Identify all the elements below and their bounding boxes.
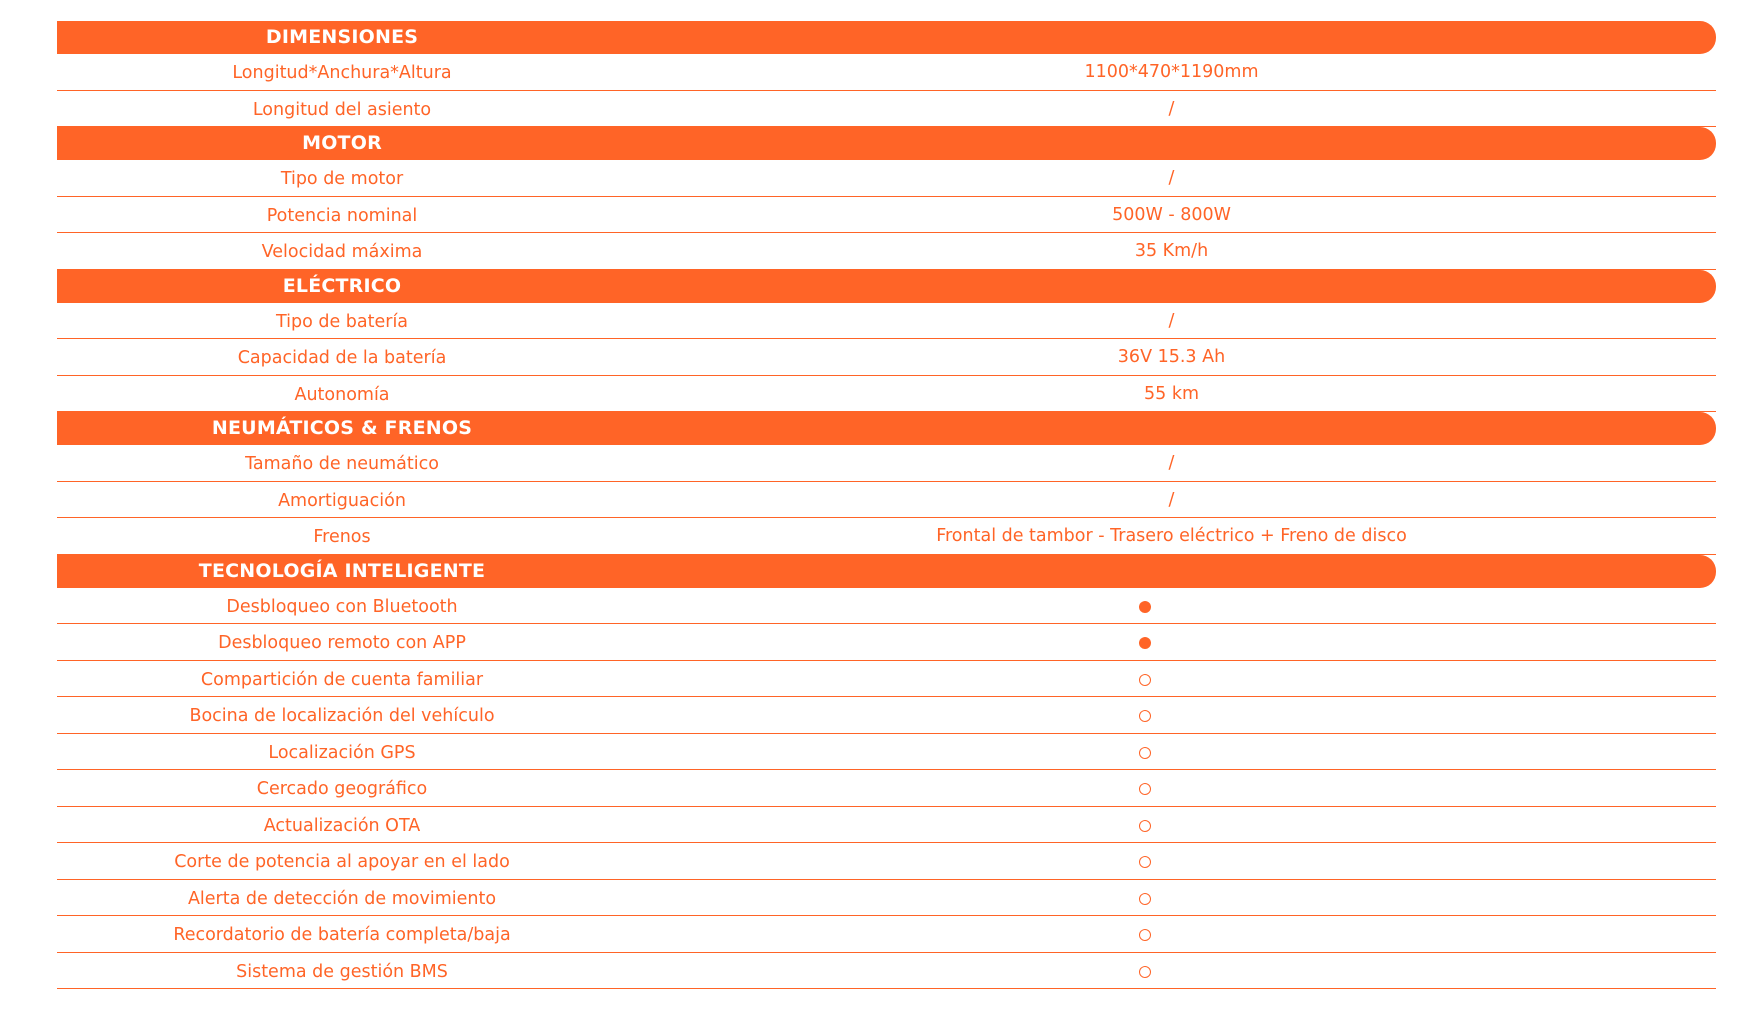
spec-row	[57, 588, 1716, 625]
spec-label: Alerta de detección de movimiento	[187, 888, 497, 909]
spec-label: Longitud*Anchura*Altura	[232, 63, 452, 83]
spec-value: 35 Km/h	[1134, 241, 1209, 261]
spec-row	[57, 624, 1716, 661]
spec-row	[57, 734, 1716, 771]
spec-value: /	[1168, 489, 1175, 510]
section-title: NEUMÁTICOS & FRENOS	[211, 417, 473, 439]
spec-label: Frenos	[313, 527, 371, 547]
spec-value: /	[1168, 310, 1175, 331]
hollow-dot-icon	[1139, 747, 1151, 759]
spec-label: Actualización OTA	[263, 815, 421, 836]
hollow-dot-icon	[1139, 674, 1151, 686]
spec-label: Capacidad de la batería	[237, 348, 447, 368]
section-header-neumaticos-frenos	[57, 412, 1716, 445]
spec-label: Desbloqueo remoto con APP	[218, 633, 466, 653]
spec-label: Corte de potencia al apoyar en el lado	[174, 852, 510, 872]
filled-dot-icon	[1139, 637, 1151, 649]
section-header-motor	[57, 127, 1716, 160]
spec-label: Autonomía	[294, 384, 390, 405]
spec-row	[57, 303, 1716, 340]
spec-label: Amortiguación	[278, 490, 406, 511]
section-title: MOTOR	[302, 132, 382, 154]
section-header-dimensiones	[57, 21, 1716, 54]
spec-row	[57, 661, 1716, 698]
spec-label: Cercado geográfico	[256, 779, 428, 799]
hollow-dot-icon	[1139, 710, 1151, 722]
spec-label: Desbloqueo con Bluetooth	[226, 596, 458, 617]
section-header-electrico	[57, 270, 1716, 303]
hollow-dot-icon	[1139, 929, 1151, 941]
spec-label: Sistema de gestión BMS	[236, 961, 448, 982]
hollow-dot-icon	[1139, 966, 1151, 978]
spec-row	[57, 807, 1716, 844]
spec-label: Tipo de motor	[280, 169, 404, 189]
hollow-dot-icon	[1139, 856, 1151, 868]
spec-row	[57, 482, 1716, 519]
hollow-dot-icon	[1139, 820, 1151, 832]
spec-label: Tamaño de neumático	[245, 454, 439, 474]
spec-value: 1100*470*1190mm	[1084, 62, 1259, 82]
hollow-dot-icon	[1139, 893, 1151, 905]
spec-row	[57, 445, 1716, 482]
spec-label: Compartición de cuenta familiar	[200, 669, 484, 690]
spec-label: Localización GPS	[268, 742, 416, 763]
spec-label: Velocidad máxima	[261, 242, 423, 262]
spec-value: 500W - 800W	[1112, 204, 1231, 225]
spec-row	[57, 339, 1716, 376]
spec-label: Longitud del asiento	[252, 99, 432, 120]
spec-value: 36V 15.3 Ah	[1117, 347, 1226, 367]
section-title: ELÉCTRICO	[282, 274, 402, 297]
spec-row	[57, 953, 1716, 990]
spec-label: Potencia nominal	[266, 205, 418, 226]
spec-value: /	[1168, 98, 1175, 119]
spec-table	[57, 21, 1716, 989]
spec-row	[57, 376, 1716, 413]
spec-value: 55 km	[1143, 383, 1199, 404]
spec-row	[57, 880, 1716, 917]
spec-row	[57, 197, 1716, 234]
spec-row	[57, 518, 1716, 555]
spec-label: Bocina de localización del vehículo	[189, 706, 495, 726]
spec-label: Tipo de batería	[275, 311, 409, 332]
spec-value: /	[1168, 453, 1175, 473]
spec-row	[57, 91, 1716, 128]
spec-row	[57, 916, 1716, 953]
spec-row	[57, 233, 1716, 270]
spec-label: Recordatorio de batería completa/baja	[173, 925, 511, 945]
filled-dot-icon	[1139, 601, 1151, 613]
spec-value: Frontal de tambor - Trasero eléctrico + Freno de disco	[936, 526, 1407, 546]
spec-value: /	[1168, 168, 1175, 188]
spec-row	[57, 843, 1716, 880]
spec-row	[57, 770, 1716, 807]
section-title: DIMENSIONES	[265, 26, 419, 48]
hollow-dot-icon	[1139, 783, 1151, 795]
spec-row	[57, 160, 1716, 197]
spec-row	[57, 54, 1716, 91]
section-header-tecnologia-inteligente	[57, 555, 1716, 588]
section-title: TECNOLOGÍA INTELIGENTE	[198, 559, 486, 582]
spec-row	[57, 697, 1716, 734]
